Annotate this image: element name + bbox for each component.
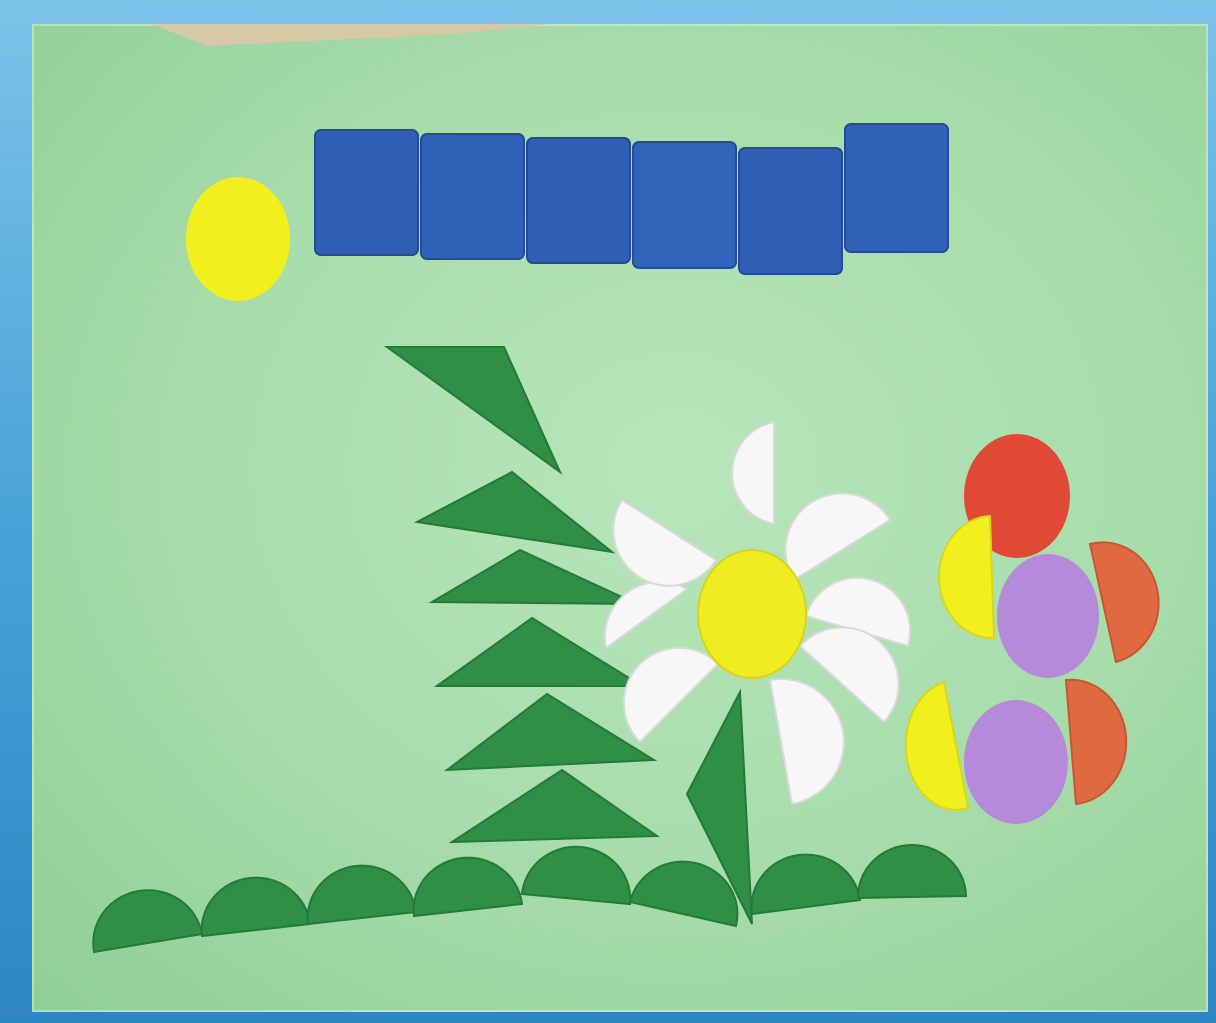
- grass-2: [202, 878, 310, 936]
- tree-triangle-top: [387, 347, 560, 472]
- blue-block-3: [527, 138, 630, 263]
- right-flowers: [906, 434, 1159, 824]
- yellow-half-upper: [939, 516, 994, 638]
- petal-upper-left: [613, 500, 716, 586]
- wooden-box-edge: [152, 24, 552, 46]
- petal-bottom: [770, 679, 844, 804]
- tree-triangle-2: [417, 472, 612, 552]
- petal-left: [605, 582, 687, 648]
- blue-block-5: [739, 148, 842, 274]
- purple-circle-upper: [997, 554, 1099, 678]
- blue-block-2: [421, 134, 524, 259]
- blue-block-4: [633, 142, 736, 268]
- yellow-half-lower: [906, 682, 968, 810]
- tree-triangles: [387, 347, 657, 842]
- orange-half-upper: [1090, 542, 1159, 662]
- grass-4: [414, 858, 522, 916]
- tree-triangle-3: [432, 550, 637, 604]
- grass-6: [630, 862, 737, 926]
- orange-half-lower: [1066, 680, 1126, 804]
- green-board: [32, 24, 1208, 1012]
- grass-7: [752, 855, 860, 914]
- blue-block-1: [315, 130, 418, 255]
- daisy-center: [698, 550, 806, 678]
- petal-top: [732, 422, 774, 524]
- sun-circle: [186, 177, 290, 301]
- purple-circle-lower: [964, 700, 1068, 824]
- grass-3: [308, 866, 416, 924]
- petal-upper-right: [785, 493, 890, 580]
- grass-row: [93, 845, 966, 952]
- blue-blocks: [315, 124, 948, 274]
- tree-triangle-6: [452, 770, 657, 842]
- grass-8: [858, 845, 966, 898]
- grass-1: [93, 890, 202, 952]
- blue-block-6: [845, 124, 948, 252]
- mosaic-svg: [32, 24, 1208, 1012]
- petal-lower-left: [624, 648, 718, 742]
- grass-5: [522, 847, 630, 904]
